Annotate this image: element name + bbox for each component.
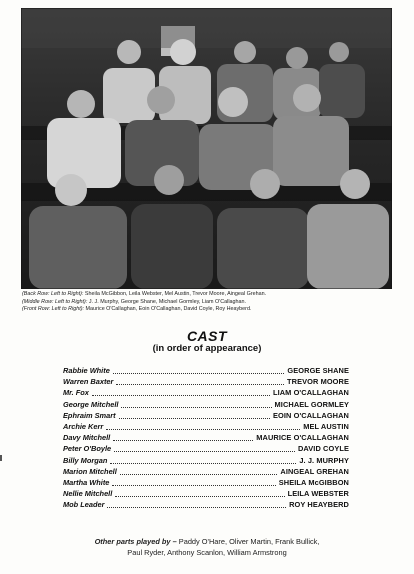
role-name: Warren Baxter <box>63 377 114 387</box>
leader-dots <box>107 507 286 508</box>
actor-name: MEL AUSTIN <box>303 421 349 431</box>
role-name: Billy Morgan <box>63 455 108 465</box>
other-parts-lead: Other parts played by – <box>94 537 177 546</box>
actor-name: J. J. MURPHY <box>299 455 349 465</box>
cast-row <box>63 400 349 411</box>
actor-name: MICHAEL GORMLEY <box>274 399 349 409</box>
actor-name: MAURICE O'CALLAGHAN <box>256 433 349 443</box>
cast-row <box>63 366 349 377</box>
actor-name: DAVID COYLE <box>297 444 349 454</box>
role-name: Ephraim Smart <box>63 410 116 420</box>
actor-name: EOIN O'CALLAGHAN <box>272 410 349 420</box>
leader-dots <box>113 440 253 441</box>
leader-dots <box>115 496 284 497</box>
cast-group-photo <box>21 8 392 289</box>
leader-dots <box>121 407 271 408</box>
leader-dots <box>106 429 300 430</box>
actor-name: ROY HEAYBERD <box>289 500 349 510</box>
cast-row <box>63 489 349 500</box>
leader-dots <box>110 463 296 464</box>
role-name: Mr. Fox <box>63 388 89 398</box>
cast-row <box>63 388 349 399</box>
leader-dots <box>113 373 285 374</box>
cast-row <box>63 433 349 444</box>
caption-front-row: (Front Row: Left to Right): Maurice O'Callaghan, Eoin O'Callaghan, David Coyle, Roy Heayberd. <box>22 306 252 313</box>
group-photo-icon <box>21 8 392 289</box>
leader-dots <box>114 451 295 452</box>
role-name: Mob Leader <box>63 500 105 510</box>
role-name: Marion Mitchell <box>63 466 117 476</box>
other-parts <box>0 537 414 558</box>
cast-heading: CAST <box>186 328 228 344</box>
cast-row <box>63 411 349 422</box>
role-name: Martha White <box>63 477 110 487</box>
other-parts-line1: Paddy O'Hare, Oliver Martin, Frank Bullick, <box>178 537 320 546</box>
leader-dots <box>92 395 270 396</box>
leader-dots <box>112 485 275 486</box>
role-name: Archie Kerr <box>63 421 104 431</box>
other-parts-line2: Paul Ryder, Anthony Scanlon, William Armstrong <box>127 547 287 557</box>
cast-row <box>63 456 349 467</box>
leader-dots <box>119 418 270 419</box>
actor-name: GEORGE SHANE <box>287 366 349 375</box>
actor-name: LEILA WEBSTER <box>287 489 349 499</box>
leader-dots <box>116 384 284 385</box>
cast-row <box>63 500 349 511</box>
actor-name: TREVOR MOORE <box>287 377 349 387</box>
cast-row <box>63 444 349 455</box>
cast-list <box>63 366 349 511</box>
role-name: Peter O'Boyle <box>63 444 112 454</box>
actor-name: AINGEAL GREHAN <box>280 466 349 476</box>
role-name: Nellie Mitchell <box>63 489 113 499</box>
photo-captions <box>22 291 394 314</box>
cast-row <box>63 377 349 388</box>
cast-row <box>63 422 349 433</box>
actor-name: SHEILA McGIBBON <box>278 477 349 487</box>
cast-row <box>63 467 349 478</box>
role-name: George Mitchell <box>63 399 119 409</box>
cast-subheading: (in order of appearance) <box>152 343 262 354</box>
role-name: Rabbie White <box>63 366 110 375</box>
caption-back-row: (Back Row: Left to Right): Sheila McGibbon, Leila Webster, Mel Austin, Trevor Moore, Aingeal Grehan. <box>22 291 267 297</box>
actor-name: LIAM O'CALLAGHAN <box>272 388 349 398</box>
caption-middle-row: (Middle Row: Left to Right): J. J. Murphy, George Shane, Michael Gormley, Liam O'Callaghan. <box>22 298 247 305</box>
margin-mark <box>0 455 2 461</box>
leader-dots <box>120 474 278 475</box>
role-name: Davy Mitchell <box>63 433 111 443</box>
cast-row <box>63 478 349 489</box>
